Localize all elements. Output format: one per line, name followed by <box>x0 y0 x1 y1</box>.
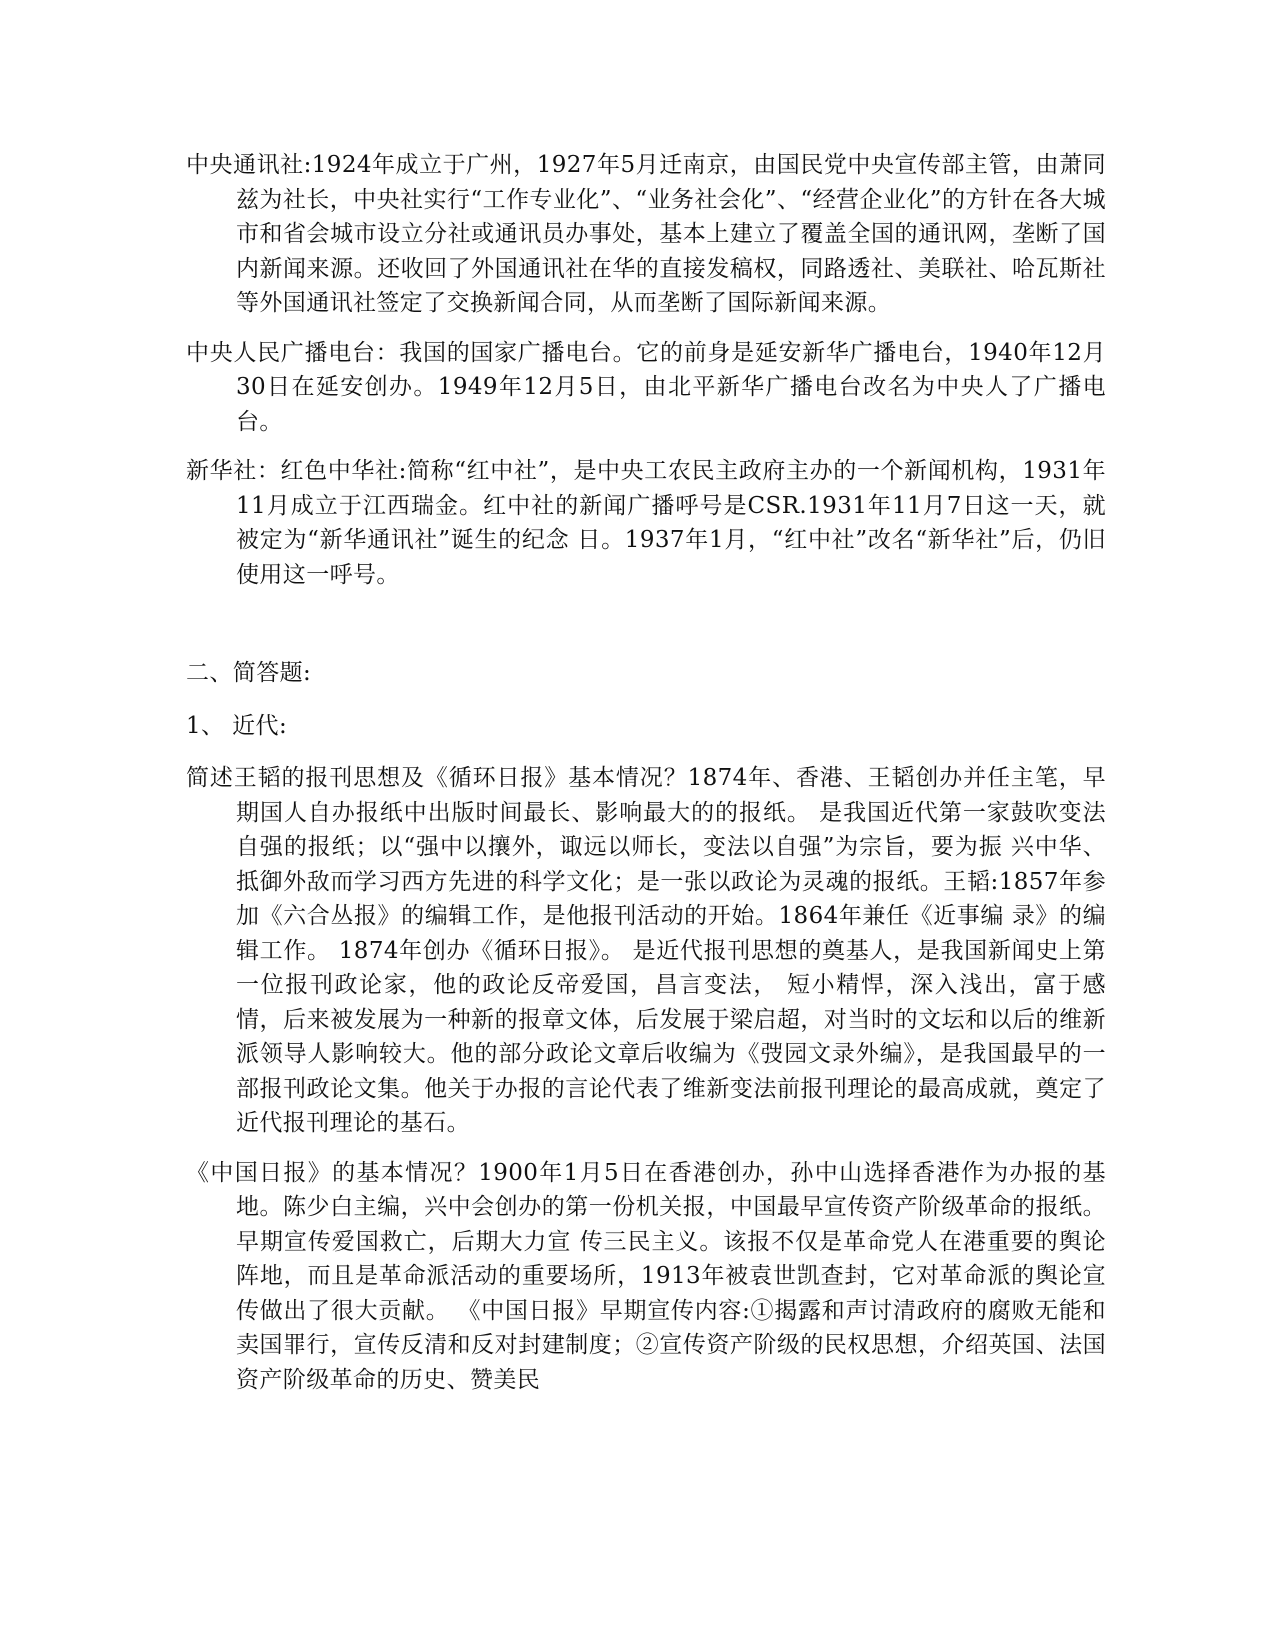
document-body <box>186 148 1106 1397</box>
section-heading: 二、简答题: <box>186 660 312 686</box>
paragraph-spacer <box>186 321 1106 336</box>
heading-spacer <box>186 743 1106 761</box>
paragraph-spacer <box>186 1141 1106 1156</box>
entry-central-peoples-radio: 中央人民广播电台：我国的国家广播电台。它的前身是延安新华广播电台，1940年12月30日在延安创办。1949年12月5日，由北平新华广播电台改名为中央人了广播电台。 <box>186 339 1106 435</box>
section-spacer <box>186 592 1106 656</box>
heading-spacer <box>186 691 1106 709</box>
entry-zhongguo-ribao: 《中国日报》的基本情况？1900年1月5日在香港创办，孙中山选择香港作为办报的基地。陈少白主编，兴中会创办的第一份机关报，中国最早宣传资产阶级革命的报纸。早期宣传爱国救亡，后期大力宣 传三民主义。该报不仅是革命党人在港重要的舆论阵地，而且是革命派活动的重要场所，1913年被袁世凯查封，它对革命派的舆论宣传做出了很大贡献。 《中国日报》早期宣传内容:①揭露和声讨清政府的腐败无能和卖国罪行，宣传反清和反对封建制度；②宣传资产阶级的民权思想，介绍英国、法国资产阶级革命的历史、赞美民 <box>186 1159 1106 1393</box>
entry-xinhua-news-agency: 新华社：红色中华社:简称“红中社”，是中央工农民主政府主办的一个新闻机构，1931年11月成立于江西瑞金。红中社的新闻广播呼号是CSR.1931年11月7日这一天，就被定为“新华通讯社”诞生的纪念 日。1937年1月，“红中社”改名“新华社”后，仍旧使用这一呼号。 <box>186 458 1106 588</box>
paragraph-spacer <box>186 439 1106 454</box>
sub-heading: 1、 近代: <box>186 712 288 739</box>
entry-wang-tao-xunhuan-ribao: 简述王韬的报刊思想及《循环日报》基本情况？1874年、香港、王韬创办并任主笔，早期国人自办报纸中出版时间最长、影响最大的的报纸。 是我国近代第一家鼓吹变法自强的报纸；以“强中以攘外，诹远以师长，变法以自强”为宗旨，要为振 兴中华、抵御外敌而学习西方先进的科学文化；是一张以政论为灵魂的报纸。王韬:1857年参加《六合丛报》的编辑工作，是他报刊活动的开始。1864年兼任《近事编 录》的编辑工作。 1874年创办《循环日报》。 是近代报刊思想的奠基人，是我国新闻史上第一位报刊政论家，他的政论反帝爱国，昌言变法， 短小精悍，深入浅出，富于感情，后来被发展为一种新的报章文体，后发展于梁启超，对当时的文坛和以后的维新派领导人影响较大。他的部分政论文章后收编为《弢园文录外编》，是我国最早的一部报刊政论文集。他关于办报的言论代表了维新变法前报刊理论的最高成就，奠定了近代报刊理论的基石。 <box>186 765 1106 1136</box>
entry-central-news-agency: 中央通讯社:1924年成立于广州，1927年5月迁南京，由国民党中央宣传部主管，由萧同兹为社长，中央社实行“工作专业化”、“业务社会化”、“经营企业化”的方针在各大城市和省会城市设立分社或通讯员办事处，基本上建立了覆盖全国的通讯网，垄断了国内新闻来源。还收回了外国通讯社在华的直接发稿权，同路透社、美联社、哈瓦斯社等外国通讯社签定了交换新闻合同，从而垄断了国际新闻来源。 <box>186 152 1106 316</box>
